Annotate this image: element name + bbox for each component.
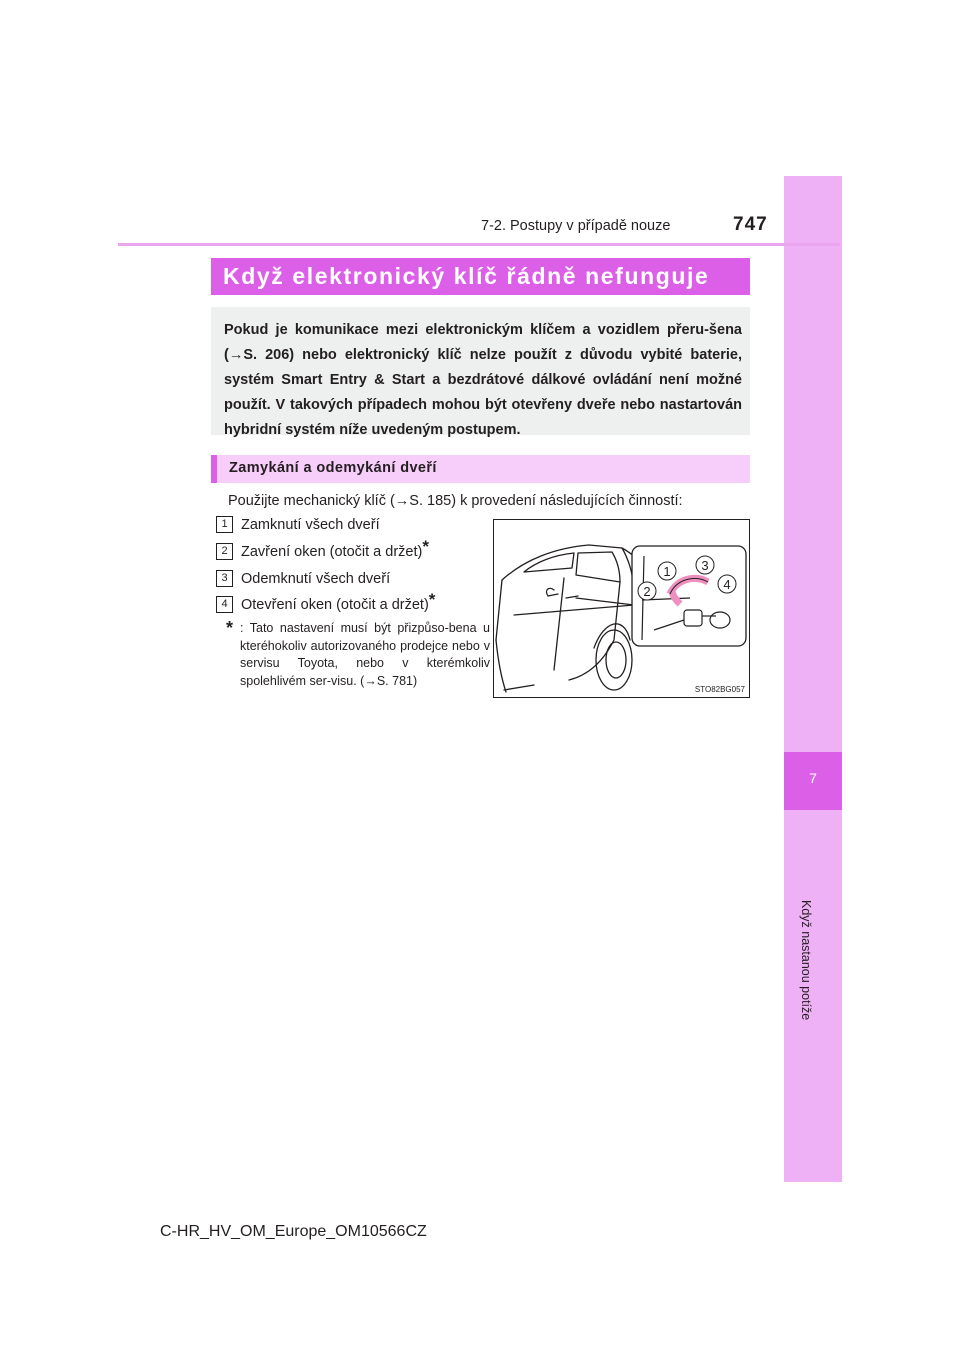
car-door-key-illustration	[493, 519, 750, 698]
car-illustration	[494, 520, 749, 697]
subheading-bar	[211, 455, 750, 483]
footnote-asterisk: *	[226, 618, 234, 638]
lead-text: Použijte mechanický klíč (→S. 185) k provedení následujících činností:	[228, 493, 683, 509]
step-number: 4	[216, 596, 233, 613]
subheading: Zamykání a odemykání dveří	[229, 460, 437, 476]
step-item	[216, 570, 390, 587]
step-text: Otevření oken (otočit a držet)	[241, 597, 429, 613]
title-bar	[211, 258, 750, 295]
section-reference: 7-2. Postupy v případě nouze	[481, 218, 671, 234]
footnote-marker: *	[422, 537, 429, 556]
callout-1: 1	[663, 564, 671, 579]
illustration-code: STO82BG057	[694, 685, 745, 694]
callout-3: 3	[701, 558, 709, 573]
step-text: Odemknutí všech dveří	[241, 571, 391, 587]
page-title: Když elektronický klíč řádně nefunguje	[223, 263, 710, 289]
document-id: C-HR_HV_OM_Europe_OM10566CZ	[160, 1223, 427, 1240]
chapter-tab	[784, 176, 842, 1182]
step-text: Zavření oken (otočit a držet)	[241, 544, 423, 560]
intro-text: Pokud je komunikace mezi elektronickým klíčem a vozidlem přeru-šena (→S. 206) nebo elektronický klíč nelze použít z důvodu vybité baterie, systém Smart Entry & Start a bezdrátové dálkové ovládání není možné použít. V takových případech mohou být otevřeny dveře nebo nastartován hybridní systém níže uvedeným postupem.	[224, 322, 742, 438]
step-number: 2	[216, 543, 233, 560]
header-rule	[118, 243, 840, 246]
step-text: Zamknutí všech dveří	[241, 517, 380, 533]
callout-2: 2	[643, 584, 651, 599]
chapter-number: 7	[809, 770, 817, 786]
step-item	[216, 516, 380, 533]
page-number: 747	[733, 214, 768, 235]
footnote-text: : Tato nastavení musí být přizpůso-bena u kteréhokoliv autorizovaného prodejce nebo v servisu Toyota, nebo v kterémkoliv spolehlivém ser-visu. (→S. 781)	[240, 621, 490, 688]
step-number: 3	[216, 570, 233, 587]
step-item	[216, 537, 429, 560]
callout-4: 4	[723, 577, 731, 592]
step-item	[216, 590, 436, 613]
step-number: 1	[216, 516, 233, 533]
footnote	[216, 620, 490, 690]
footnote-marker: *	[428, 590, 436, 609]
intro-box	[211, 307, 750, 438]
